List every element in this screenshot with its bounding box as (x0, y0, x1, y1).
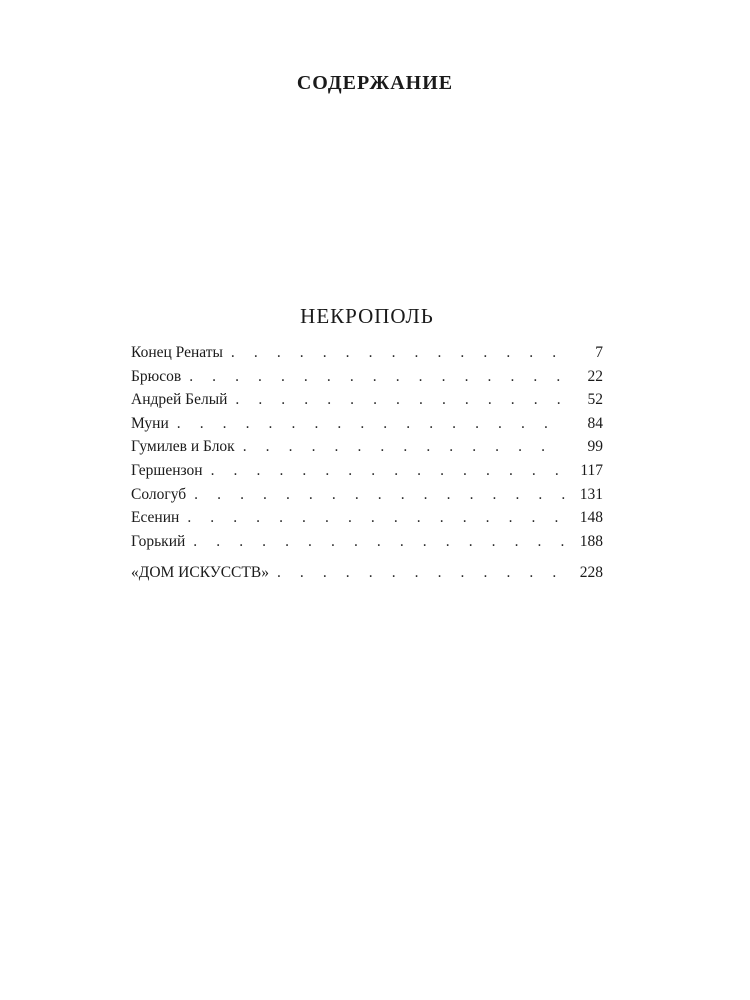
toc-entry-title: Конец Ренаты (131, 344, 223, 361)
section-title-nekropol: НЕКРОПОЛЬ (300, 304, 434, 328)
toc-entry-andrey-bely[interactable] (131, 388, 603, 412)
toc-entry-page: 99 (587, 438, 603, 456)
toc-entry-page: 7 (595, 344, 603, 361)
toc-entry-title: Гершензон (131, 461, 203, 479)
toc-entry-title: Сологуб (131, 485, 187, 503)
toc-entry-title: «ДОМ ИСКУССТВ» (131, 564, 269, 582)
toc-entry-title: Андрей Белый (131, 391, 228, 409)
toc-entry-gumilev-i-blok[interactable] (131, 435, 603, 459)
toc-entry-bryusov[interactable] (131, 365, 603, 389)
dot-leader (187, 506, 565, 530)
dot-leader (177, 412, 565, 436)
toc-entry-page: 228 (579, 564, 603, 582)
toc-entry-page: 148 (579, 509, 603, 527)
dot-leader (231, 341, 565, 365)
toc-entry-title: Брюсов (131, 367, 182, 385)
toc-entry-gorky[interactable] (131, 530, 603, 554)
dot-leader (235, 388, 565, 412)
dot-leader (193, 530, 565, 554)
dot-leader (211, 459, 565, 483)
toc-entry-dom-iskusstv[interactable] (131, 561, 603, 585)
toc-entry-page: 22 (587, 367, 603, 385)
toc-entry-page: 117 (580, 461, 603, 479)
toc-entry-sologub[interactable] (131, 483, 603, 507)
toc-entry-konets-renaty[interactable] (131, 341, 603, 365)
toc-entry-page: 188 (579, 532, 603, 550)
dot-leader (194, 483, 565, 507)
toc-entry-page: 131 (579, 485, 603, 503)
toc-entry-gershenzon[interactable] (131, 459, 603, 483)
toc-entry-esenin[interactable] (131, 506, 603, 530)
dot-leader (243, 435, 565, 459)
dot-leader (189, 365, 565, 389)
table-of-contents (131, 341, 603, 585)
toc-entry-title: Муни (131, 414, 169, 432)
toc-entry-title: Горький (131, 532, 186, 550)
toc-entry-page: 84 (587, 414, 603, 432)
page-title: СОДЕРЖАНИЕ (296, 72, 454, 94)
toc-entry-muni[interactable] (131, 412, 603, 436)
toc-entry-page: 52 (587, 391, 603, 409)
dot-leader (277, 561, 565, 585)
toc-entry-title: Есенин (131, 509, 180, 527)
toc-entry-title: Гумилев и Блок (131, 438, 235, 456)
